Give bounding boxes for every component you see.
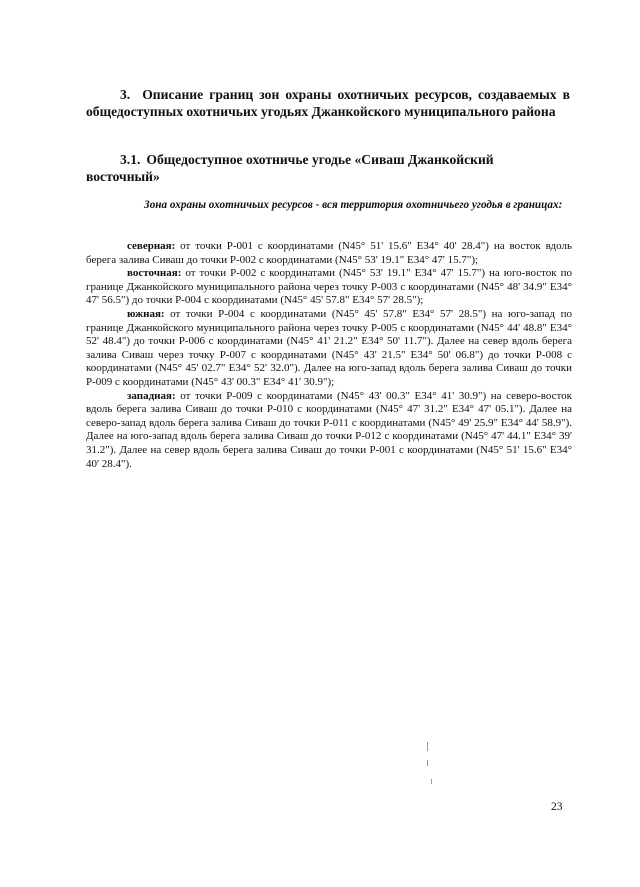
border-west — [86, 390, 572, 472]
page-number: 23 — [551, 801, 563, 813]
borders-description — [86, 240, 572, 471]
border-text: от точки Р-009 с координатами (N45° 43' 00.3" E34° 41' 30.9") на северо-восток вдоль берега залива Сиваш до точки Р-010 с координатами (N45° 47' 31.2" E34° 47' 05.1"). Далее на северо-запад вдоль берега залива Сиваш до точки Р-011 с координатами (N45° 49' 25.9" E34° 44' 58.9"). Далее на юго-запад вдоль берега залива Сиваш до точки Р-012 с координатами (N45° 47' 44.1" E34° 39' 31.2"). Далее на север вдоль берега залива Сиваш до точки Р-001 с координатами (N45° 51' 15.6" E34° 40' 28.4"). — [86, 389, 572, 470]
border-north — [86, 240, 572, 267]
subsection-heading — [86, 151, 570, 185]
scan-artifact — [431, 779, 432, 784]
zone-heading-text: Зона охраны охотничьих ресурсов - вся территория охотничьего угодья в границах: — [144, 199, 563, 211]
subsection-number: 3.1. — [120, 152, 141, 167]
zone-heading — [86, 198, 570, 213]
border-label: западная: — [127, 389, 176, 402]
border-label: восточная: — [127, 267, 182, 280]
subsection-title: Общедоступное охотничье угодье «Сиваш Джанкойский восточный» — [86, 152, 494, 184]
border-east — [86, 267, 572, 308]
border-text: от точки Р-004 с координатами (N45° 45' 57.8" E34° 57' 28.5") на юго-запад по границе Джанкойского муниципального района через точку Р-005 с координатами (N45° 44' 48.8" E34° 52' 48.4") до точки Р-006 с координатами (N45° 41' 21.2" E34° 50' 11.7"). Далее на север вдоль берега залива Сиваш через точку Р-007 с координатами (N45° 43' 21.5" E34° 50' 06.8") до точки Р-008 с координатами (N45° 45' 02.7" E34° 52' 32.0"). Далее на юго-запад вдоль берега залива Сиваш до точки Р-009 с координатами (N45° 43' 00.3" E34° 41' 30.9"); — [86, 307, 572, 388]
border-label: южная: — [127, 307, 165, 320]
scan-artifact — [427, 760, 428, 766]
border-south — [86, 308, 572, 390]
border-text: от точки Р-002 с координатами (N45° 53' 19.1" E34° 47' 15.7") на юго-восток по границе Джанкойского муниципального района через точку Р-003 с координатами (N45° 48' 34.9" E34° 47' 56.5") до точки Р-004 с координатами (N45° 45' 57.8" E34° 57' 28.5"); — [86, 267, 572, 307]
section-title: Описание границ зон охраны охотничьих ресурсов, создаваемых в общедоступных охотничьих угодьях Джанкойского муниципального района — [86, 87, 570, 119]
scan-artifact — [427, 742, 428, 751]
border-label: северная: — [127, 240, 176, 252]
section-heading — [86, 86, 570, 120]
section-number: 3. — [120, 87, 131, 102]
border-text: от точки Р-001 с координатами (N45° 51' 15.6" E34° 40' 28.4") на восток вдоль берега залива Сиваш до точки Р-002 с координатами (N45° 53' 19.1" E34° 47' 15.7"); — [86, 240, 572, 266]
